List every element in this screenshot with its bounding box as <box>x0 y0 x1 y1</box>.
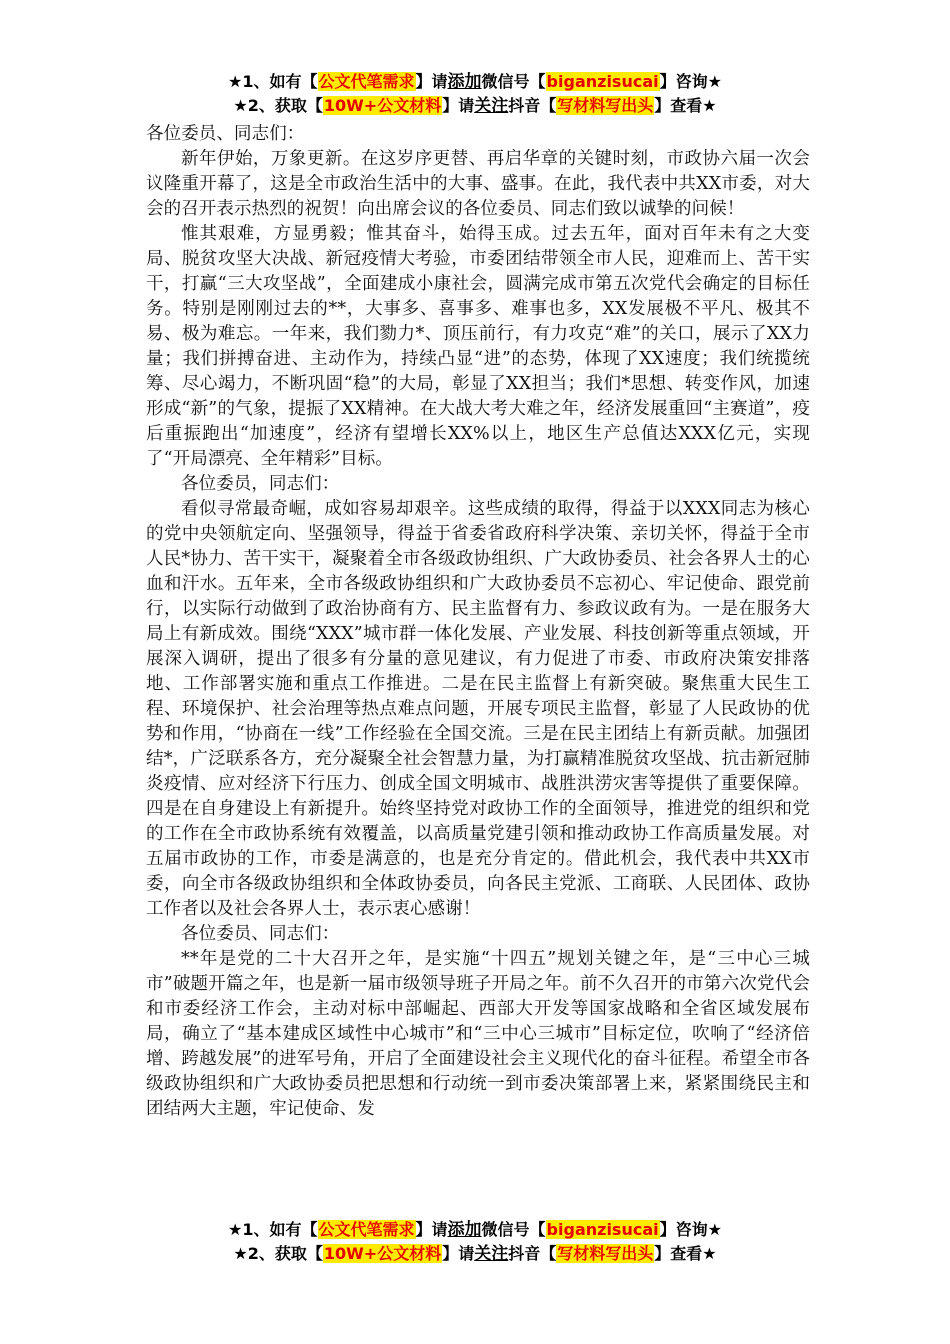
document-body <box>146 122 810 1122</box>
top-banner <box>0 70 950 118</box>
banner-text: 】查看★ <box>654 96 717 115</box>
paragraph: **年是党的二十大召开之年，是实施“十四五”规划关键之年，是“三中心三城市”破题开篇之年，也是新一届市级领导班子开局之年。前不久召开的市第六次党代会和市委经济工作会，主动对标中部崛起、西部大开发等国家战略和全省区域发展布局，确立了“基本建成区域性中心城市”和“三中心三城市”目标定位，吹响了“经济倍增、跨越发展”的进军号角，开启了全面建设社会主义现代化的奋斗征程。希望全市各级政协组织和广大政协委员把思想和行动统一到市委决策部署上来，紧紧围绕民主和团结两大主题，牢记使命、发 <box>146 949 810 1119</box>
paragraph: 新年伊始，万象更新。在这岁序更替、再启华章的关键时刻，市政协六届一次会议隆重开幕了，这是全市政治生活中的大事、盛事。在此，我代表中共XX市委，对大会的召开表示热烈的祝贺！向出席会议的各位委员、同志们致以诚挚的问候！ <box>146 149 810 219</box>
highlight-text: 公文代笔需求 <box>318 72 415 91</box>
bottom-banner <box>0 1218 950 1266</box>
banner-text: 】查看★ <box>654 1244 717 1263</box>
highlight-text: 写材料写出头 <box>557 96 654 115</box>
highlight-text: 10W+公文材料 <box>323 1244 442 1263</box>
banner-text: ★2、获取【 <box>233 96 323 115</box>
highlight-text: 写材料写出头 <box>557 1244 654 1263</box>
banner-text: 微信号【 <box>481 1220 546 1239</box>
emphasis-text: 添加 <box>447 1220 482 1240</box>
banner-text: 抖音【 <box>508 96 557 115</box>
banner-text: ★2、获取【 <box>233 1244 323 1263</box>
banner-text: 】咨询★ <box>659 1220 722 1239</box>
highlight-text: 公文代笔需求 <box>318 1220 415 1239</box>
banner-text: 】咨询★ <box>659 72 722 91</box>
emphasis-text: 关注 <box>474 1244 509 1264</box>
highlight-text: biganzisucai <box>546 1220 659 1239</box>
paragraph: 惟其艰难，方显勇毅；惟其奋斗，始得玉成。过去五年，面对百年未有之大变局、脱贫攻坚大决战、新冠疫情大考验，市委团结带领全市人民，迎难而上、苦干实干，打赢“三大攻坚战”，全面建成小康社会，圆满完成市第五次党代会确定的目标任务。特别是刚刚过去的**，大事多、喜事多、难事也多，XX发展极不平凡、极其不易、极为难忘。一年来，我们勠力*、顶压前行，有力攻克“难”的关口，展示了XX力量；我们拼搏奋进、主动作为，持续凸显“进”的态势，体现了XX速度；我们统揽统筹、尽心竭力，不断巩固“稳”的大局，彰显了XX担当；我们*思想、转变作风，加速形成“新”的气象，提振了XX精神。在大战大考大难之年，经济发展重回“主赛道”，疫后重振跑出“加速度”，经济有望增长XX%以上，地区生产总值达XXX亿元，实现了“开局漂亮、全年精彩”目标。 <box>146 224 810 469</box>
banner-text: 】请 <box>442 1244 475 1263</box>
banner-text: 】请 <box>415 72 448 91</box>
banner-text: 抖音【 <box>508 1244 557 1263</box>
salutation: 各位委员、同志们： <box>181 924 340 944</box>
banner-line-1 <box>0 70 950 94</box>
banner-text: 】请 <box>442 96 475 115</box>
banner-text: 微信号【 <box>481 72 546 91</box>
highlight-text: biganzisucai <box>546 72 659 91</box>
banner-line-2 <box>0 1242 950 1266</box>
banner-text: ★1、如有【 <box>228 1220 318 1239</box>
salutation: 各位委员，同志们： <box>181 474 340 494</box>
banner-text: 】请 <box>415 1220 448 1239</box>
emphasis-text: 添加 <box>447 72 482 92</box>
emphasis-text: 关注 <box>474 96 509 116</box>
banner-text: ★1、如有【 <box>228 72 318 91</box>
paragraph: 看似寻常最奇崛，成如容易却艰辛。这些成绩的取得，得益于以XXX同志为核心的党中央领航定向、坚强领导，得益于省委省政府科学决策、亲切关怀，得益于全市人民*协力、苦干实干，凝聚着全市各级政协组织、广大政协委员、社会各界人士的心血和汗水。五年来，全市各级政协组织和广大政协委员不忘初心、牢记使命、跟党前行，以实际行动做到了政治协商有方、民主监督有力、参政议政有为。一是在服务大局上有新成效。围绕“XXX”城市群一体化发展、产业发展、科技创新等重点领域，开展深入调研，提出了很多有分量的意见建议，有力促进了市委、市政府决策安排落地、工作部署实施和重点工作推进。二是在民主监督上有新突破。聚焦重大民生工程、环境保护、社会治理等热点难点问题，开展专项民主监督，彰显了人民政协的优势和作用，“协商在一线”工作经验在全国交流。三是在民主团结上有新贡献。加强团结*，广泛联系各方，充分凝聚全社会智慧力量，为打赢精准脱贫攻坚战、抗击新冠肺炎疫情、应对经济下行压力、创成全国文明城市、战胜洪涝灾害等提供了重要保障。四是在自身建设上有新提升。始终坚持党对政协工作的全面领导，推进党的组织和党的工作在全市政协系统有效覆盖，以高质量党建引领和推动政协工作高质量发展。对五届市政协的工作，市委是满意的，也是充分肯定的。借此机会，我代表中共XX市委，向全市各级政协组织和全体政协委员，向各民主党派、工商联、人民团体、政协工作者以及社会各界人士，表示衷心感谢！ <box>146 499 810 919</box>
salutation: 各位委员、同志们： <box>146 124 305 144</box>
banner-line-1 <box>0 1218 950 1242</box>
highlight-text: 10W+公文材料 <box>323 96 442 115</box>
banner-line-2 <box>0 94 950 118</box>
